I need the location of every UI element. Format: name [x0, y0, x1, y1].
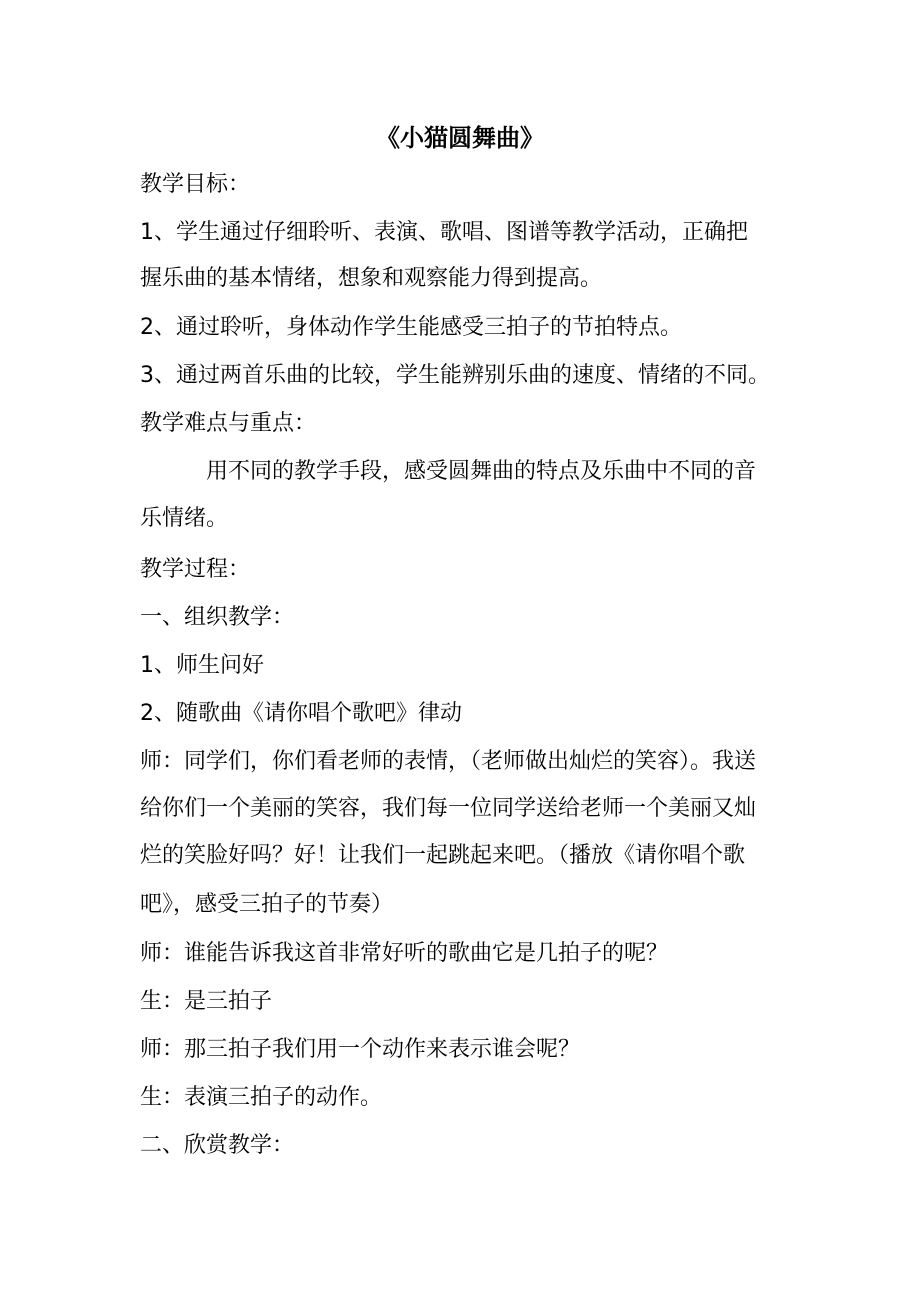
dialogue-line: 师：谁能告诉我这首非常好听的歌曲它是几拍子的呢？	[140, 941, 669, 966]
dialogue-line: 生：是三拍子	[140, 989, 273, 1014]
section-heading: 一、组织教学：	[140, 605, 295, 630]
paragraph-line: 3、通过两首乐曲的比较，学生能辨别乐曲的速度、情绪的不同。	[140, 363, 770, 388]
heading-key-points: 教学难点与重点：	[140, 411, 317, 436]
dialogue-line: 师：那三拍子我们用一个动作来表示谁会呢？	[140, 1037, 581, 1062]
heading-teaching-process: 教学过程：	[140, 557, 251, 582]
paragraph-line: 2、通过聆听，身体动作学生能感受三拍子的节拍特点。	[140, 315, 682, 340]
heading-teaching-objectives: 教学目标：	[140, 172, 251, 197]
paragraph-line: 给你们一个美丽的笑容，我们每一位同学送给老师一个美丽又灿	[140, 796, 757, 821]
paragraph-line: 1、师生问好	[140, 653, 264, 678]
paragraph-line: 1、学生通过仔细聆听、表演、歌唱、图谱等教学活动，正确把	[140, 220, 748, 245]
paragraph-line: 握乐曲的基本情绪，想象和观察能力得到提高。	[140, 266, 603, 291]
section-heading: 二、欣赏教学：	[140, 1133, 295, 1158]
paragraph-line: 吧》，感受三拍子的节奏）	[140, 892, 394, 917]
dialogue-line: 生：表演三拍子的动作。	[140, 1085, 383, 1110]
paragraph-line: 乐情绪。	[140, 506, 229, 531]
paragraph-line: 烂的笑脸好吗？好！让我们一起跳起来吧。（播放《请你唱个歌	[140, 843, 746, 868]
paragraph-line: 师：同学们，你们看老师的表情，（老师做出灿烂的笑容）。我送	[140, 749, 757, 774]
paragraph-line: 2、随歌曲《请你唱个歌吧》律动	[140, 701, 462, 726]
paragraph-line: 用不同的教学手段，感受圆舞曲的特点及乐曲中不同的音	[206, 459, 757, 484]
document-title: 《小猫圆舞曲》	[376, 124, 544, 152]
